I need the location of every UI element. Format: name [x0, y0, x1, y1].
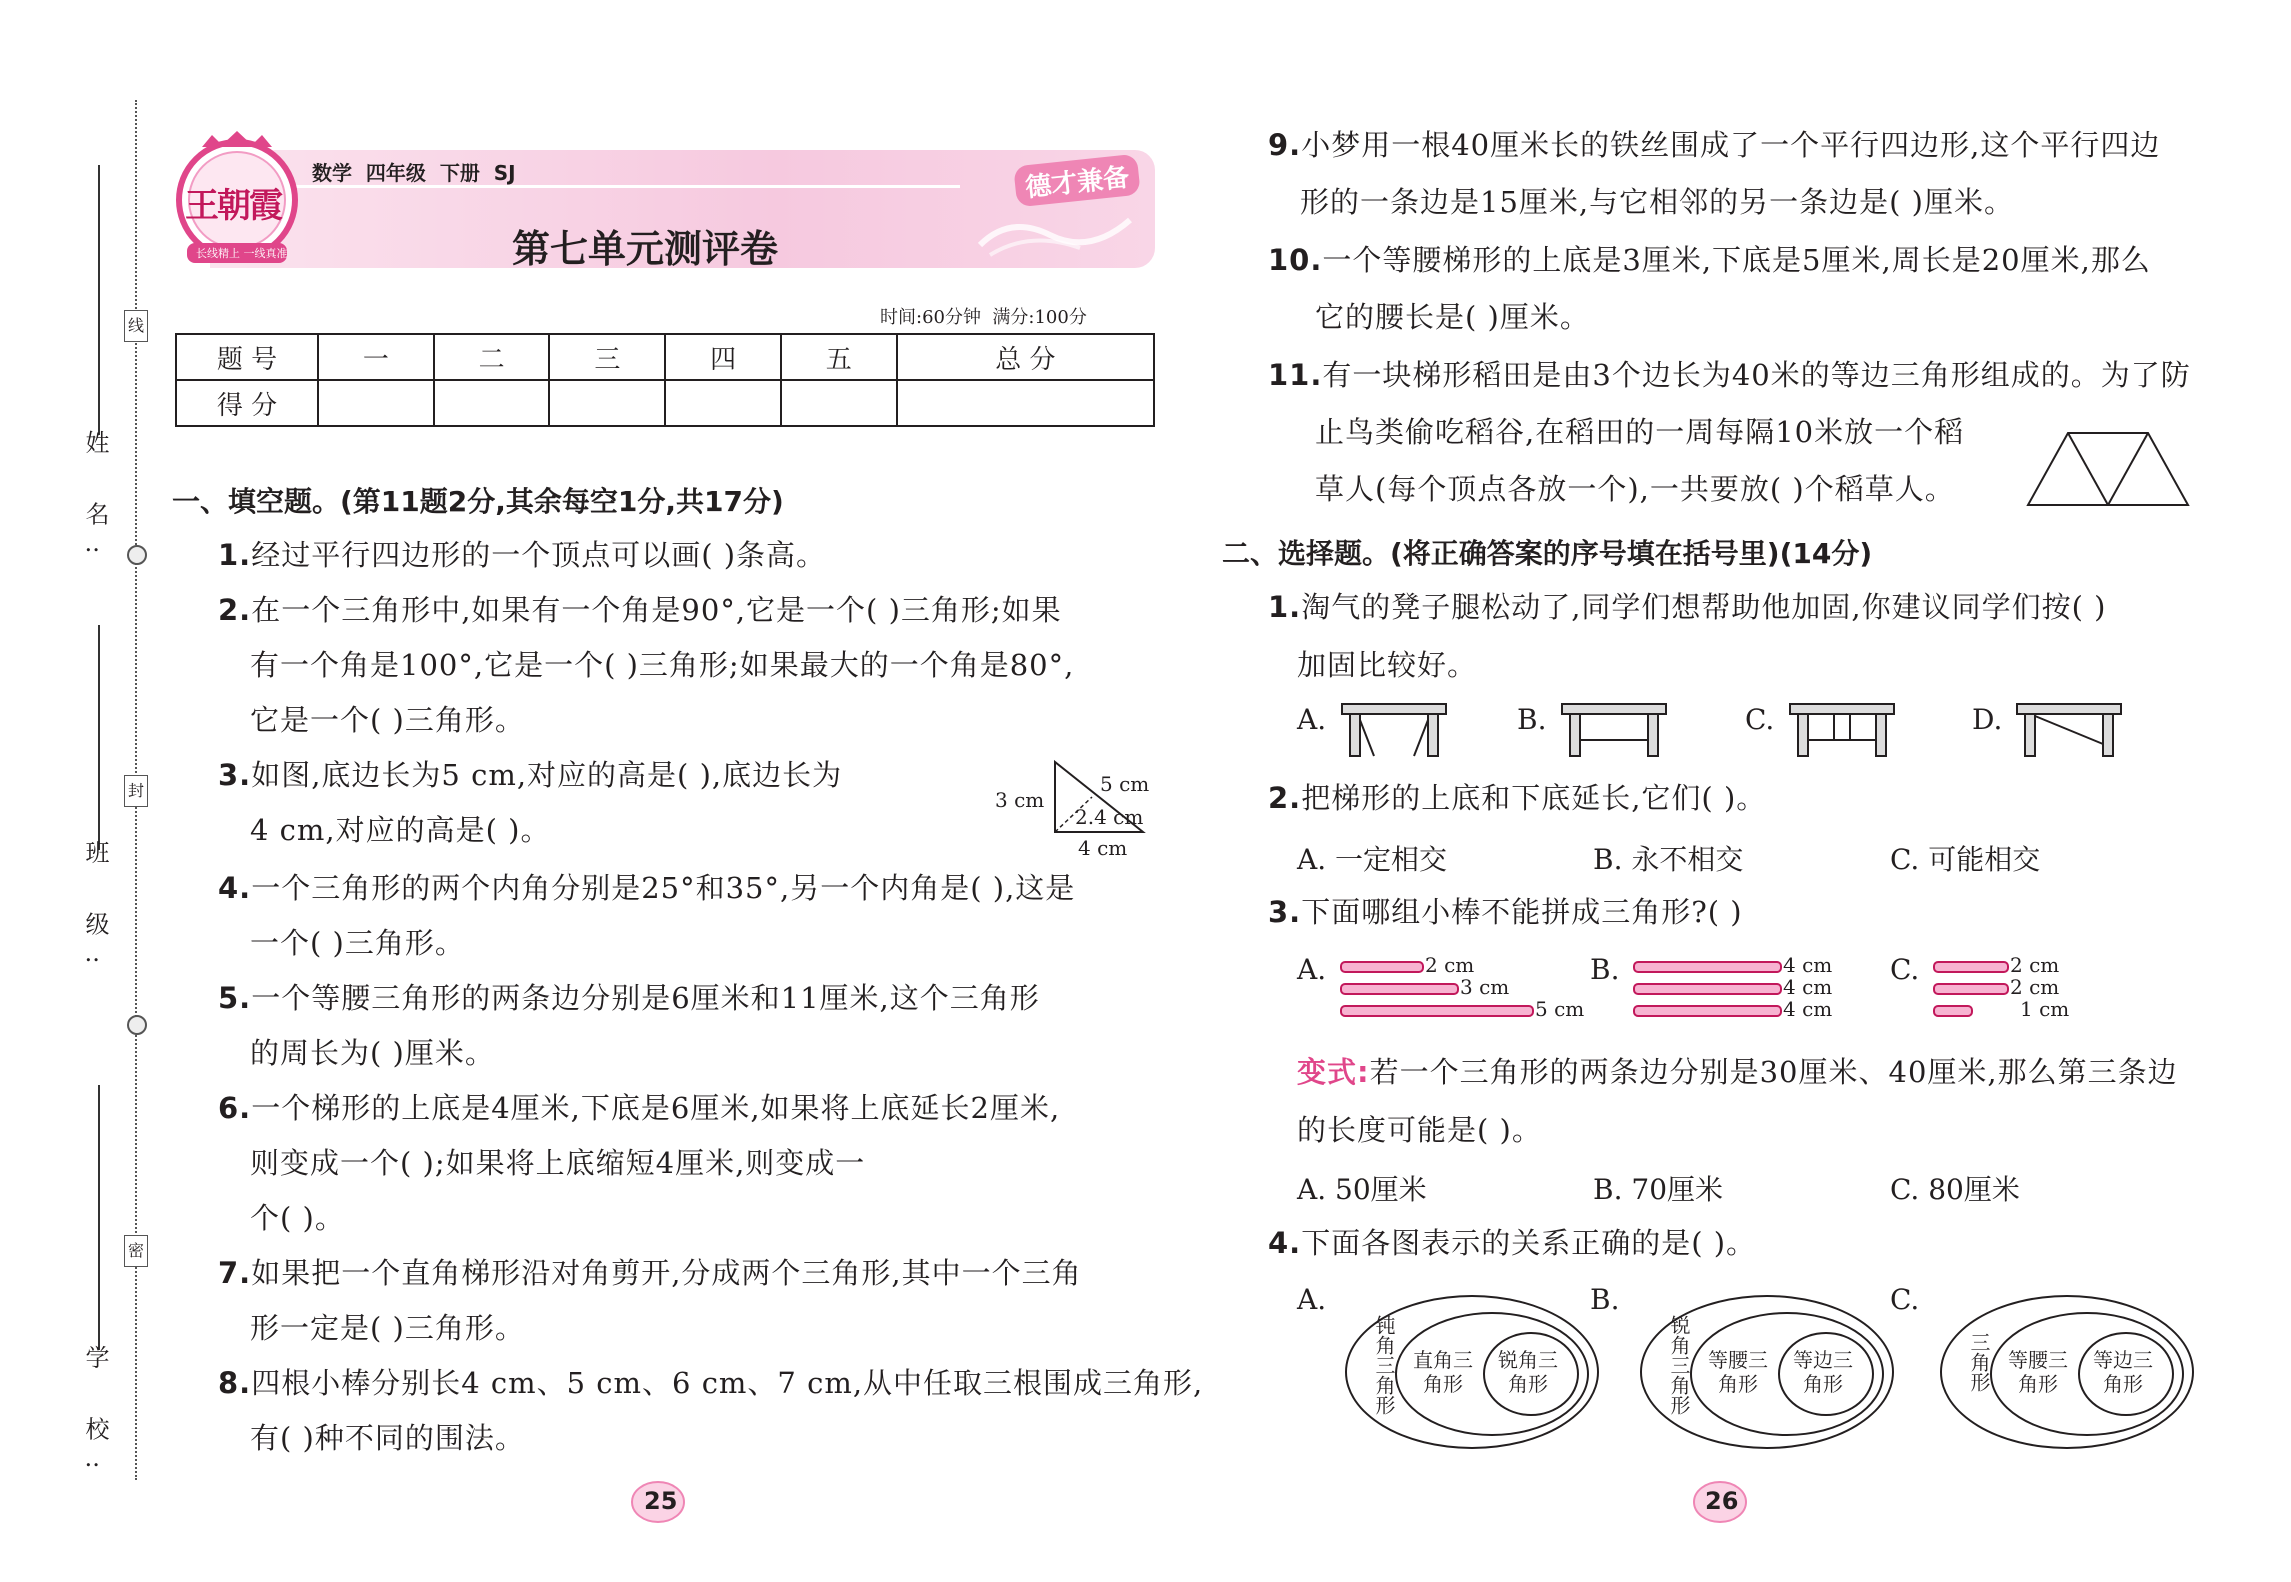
score-input-cell[interactable]	[434, 380, 550, 426]
stick-length: 2 cm	[1425, 953, 1475, 977]
name-label: 姓 名:	[81, 430, 109, 574]
score-input-cell[interactable]	[897, 380, 1154, 426]
choice-2-option-b[interactable]: B. 永不相交	[1593, 843, 1744, 876]
page-title: 第七单元测评卷	[512, 227, 779, 271]
question-1: 1.经过平行四边形的一个顶点可以画( )条高。	[218, 538, 827, 572]
choice-2-option-a[interactable]: A. 一定相交	[1297, 843, 1448, 876]
venn-b-left-label: 等腰三角形	[1708, 1348, 1768, 1396]
stool-option-d-label[interactable]: D.	[1972, 703, 2003, 736]
question-10-line2: 它的腰长是( )厘米。	[1315, 300, 1590, 334]
trapezoid-field-figure	[2025, 425, 2200, 510]
question-4-line2: 一个( )三角形。	[250, 926, 465, 960]
venn-c-left-label: 等腰三角形	[2008, 1348, 2068, 1396]
binding-ring-icon	[127, 545, 147, 565]
question-3: 3.如图,底边长为5 cm,对应的高是( ),底边长为	[218, 758, 843, 792]
venn-b-right-label: 等边三角形	[1793, 1348, 1853, 1396]
binding-ring-icon	[127, 1015, 147, 1035]
seal-line-mark: 线	[124, 310, 148, 342]
question-6-line3: 个( )。	[250, 1201, 345, 1235]
question-3-line2: 4 cm,对应的高是( )。	[250, 813, 551, 847]
stick-bar	[1933, 1005, 1973, 1017]
variant-question-line2: 的长度可能是( )。	[1297, 1113, 1542, 1147]
question-2-line2: 有一个角是100°,它是一个( )三角形;如果最大的一个角是80°,	[250, 648, 1075, 682]
choice-question-2: 2.把梯形的上底和下底延长,它们( )。	[1268, 781, 1767, 815]
time-score-info: 时间:60分钟 满分:100分	[880, 307, 1087, 328]
venn-a-left-label: 直角三角形	[1413, 1348, 1473, 1396]
triangle-base-label: 4 cm	[1078, 836, 1128, 860]
page-number-left: 25	[644, 1487, 678, 1515]
question-7: 7.如果把一个直角梯形沿对角剪开,分成两个三角形,其中一个三角	[218, 1256, 1082, 1290]
triangle-hyp-label: 5 cm	[1100, 772, 1150, 796]
book-info: 数学 四年级 下册 SJ	[312, 161, 516, 185]
stick-length: 3 cm	[1460, 975, 1510, 999]
question-11-line2: 止鸟类偷吃稻谷,在稻田的一周每隔10米放一个稻	[1315, 415, 1965, 449]
question-2: 2.在一个三角形中,如果有一个角是90°,它是一个( )三角形;如果	[218, 593, 1062, 627]
school-underline[interactable]	[98, 1085, 100, 1350]
question-9: 9.小梦用一根40厘米长的铁丝围成了一个平行四边形,这个平行四边	[1268, 128, 2161, 162]
venn-option-b-label[interactable]: B.	[1590, 1283, 1620, 1316]
score-value-row	[176, 380, 1154, 426]
choice-question-1: 1.淘气的凳子腿松动了,同学们想帮助他加固,你建议同学们按( )	[1268, 590, 2107, 624]
score-input-cell[interactable]	[318, 380, 434, 426]
question-2-line3: 它是一个( )三角形。	[250, 703, 525, 737]
stick-bar	[1633, 983, 1782, 995]
choice-2-option-c[interactable]: C. 可能相交	[1890, 843, 2041, 876]
venn-c-outer-label: 三角形	[1967, 1332, 1991, 1392]
seal-mi-mark: 密	[124, 1235, 148, 1267]
sticks-option-c-label[interactable]: C.	[1890, 953, 1920, 986]
score-header-row	[176, 334, 1154, 380]
sticks-option-b-label[interactable]: B.	[1590, 953, 1620, 986]
stool-b-figure	[1560, 700, 1670, 758]
score-table	[175, 333, 1155, 427]
score-header-cell: 二	[434, 334, 550, 380]
section2-title: 二、选择题。(将正确答案的序号填在括号里)(14分)	[1222, 537, 1873, 570]
variant-label: 变式:	[1297, 1055, 1370, 1089]
venn-b-outer-label: 锐角三角形	[1667, 1315, 1691, 1415]
name-underline[interactable]	[98, 165, 100, 435]
stick-bar	[1933, 983, 2009, 995]
score-input-cell[interactable]	[781, 380, 897, 426]
question-8-line2: 有( )种不同的围法。	[250, 1421, 525, 1455]
score-input-cell[interactable]	[549, 380, 665, 426]
brand-name: 王朝霞	[185, 186, 281, 226]
score-header-cell: 四	[665, 334, 781, 380]
choice-question-1-line2: 加固比较好。	[1297, 648, 1478, 682]
brand-subtitle: 长线精上 一线真准	[196, 247, 288, 260]
venn-a-right-label: 锐角三角形	[1498, 1348, 1558, 1396]
stick-bar	[1633, 961, 1782, 973]
variant-question: 变式:若一个三角形的两条边分别是30厘米、40厘米,那么第三条边	[1297, 1055, 2178, 1089]
sticks-option-a-label[interactable]: A.	[1297, 953, 1327, 986]
cloud-decoration-icon	[970, 200, 1140, 260]
question-8: 8.四根小棒分别长4 cm、5 cm、6 cm、7 cm,从中任取三根围成三角形,	[218, 1366, 1204, 1400]
score-header-cell: 一	[318, 334, 434, 380]
question-7-line2: 形一定是( )三角形。	[250, 1311, 525, 1345]
stick-length: 4 cm	[1783, 975, 1833, 999]
choice-question-4: 4.下面各图表示的关系正确的是( )。	[1268, 1226, 1757, 1260]
slogan-badge: 德才兼备	[1013, 154, 1141, 208]
triangle-height-label: 2.4 cm	[1075, 805, 1144, 829]
stool-c-figure	[1788, 700, 1898, 758]
question-6-line2: 则变成一个( );如果将上底缩短4厘米,则变成一	[250, 1146, 866, 1180]
triangle-left-label: 3 cm	[995, 788, 1045, 812]
question-11-line3: 草人(每个顶点各放一个),一共要放( )个稻草人。	[1315, 472, 1955, 506]
question-10: 10.一个等腰梯形的上底是3厘米,下底是5厘米,周长是20厘米,那么	[1268, 243, 2151, 277]
stick-bar	[1340, 961, 1424, 973]
stick-length: 2 cm	[2010, 975, 2060, 999]
class-label: 班 级:	[81, 840, 109, 984]
stick-length: 4 cm	[1783, 997, 1833, 1021]
stick-length: 1 cm	[2020, 997, 2070, 1021]
stick-bar	[1933, 961, 2009, 973]
class-underline[interactable]	[98, 625, 100, 850]
score-header-cell: 总 分	[897, 334, 1154, 380]
venn-c-right-label: 等边三角形	[2093, 1348, 2153, 1396]
stick-length: 5 cm	[1535, 997, 1585, 1021]
question-11: 11.有一块梯形稻田是由3个边长为40米的等边三角形组成的。为了防	[1268, 358, 2191, 392]
stick-bar	[1340, 983, 1459, 995]
stool-d-figure	[2015, 700, 2125, 758]
stool-option-b-label[interactable]: B.	[1517, 703, 1547, 736]
variant-option-a[interactable]: A. 50厘米	[1297, 1173, 1427, 1206]
score-header-cell: 题 号	[176, 334, 318, 380]
section1-title: 一、填空题。(第11题2分,其余每空1分,共17分)	[172, 485, 784, 518]
seal-seal-mark: 封	[124, 775, 148, 807]
score-input-cell[interactable]	[665, 380, 781, 426]
venn-a-outer-label: 钝角三角形	[1372, 1315, 1396, 1415]
stick-bar	[1633, 1005, 1782, 1017]
venn-option-c-label[interactable]: C.	[1890, 1283, 1920, 1316]
choice-question-3: 3.下面哪组小棒不能拼成三角形?( )	[1268, 895, 1743, 929]
question-4: 4.一个三角形的两个内角分别是25°和35°,另一个内角是( ),这是	[218, 871, 1076, 905]
question-6: 6.一个梯形的上底是4厘米,下底是6厘米,如果将上底延长2厘米,	[218, 1091, 1061, 1125]
variant-option-c[interactable]: C. 80厘米	[1890, 1173, 2020, 1206]
score-header-cell: 五	[781, 334, 897, 380]
question-5-line2: 的周长为( )厘米。	[250, 1036, 495, 1070]
page-number-right: 26	[1705, 1487, 1739, 1515]
stick-length: 4 cm	[1783, 953, 1833, 977]
stool-a-figure	[1340, 700, 1450, 758]
school-label: 学 校:	[81, 1345, 109, 1489]
score-header-cell: 三	[549, 334, 665, 380]
stool-option-a-label[interactable]: A.	[1297, 703, 1327, 736]
variant-option-b[interactable]: B. 70厘米	[1593, 1173, 1724, 1206]
score-row-label: 得 分	[176, 380, 318, 426]
stick-bar	[1340, 1005, 1534, 1017]
question-9-line2: 形的一条边是15厘米,与它相邻的另一条边是( )厘米。	[1300, 185, 2014, 219]
question-5: 5.一个等腰三角形的两条边分别是6厘米和11厘米,这个三角形	[218, 981, 1040, 1015]
stool-option-c-label[interactable]: C.	[1745, 703, 1775, 736]
venn-option-a-label[interactable]: A.	[1297, 1283, 1327, 1316]
stick-length: 2 cm	[2010, 953, 2060, 977]
